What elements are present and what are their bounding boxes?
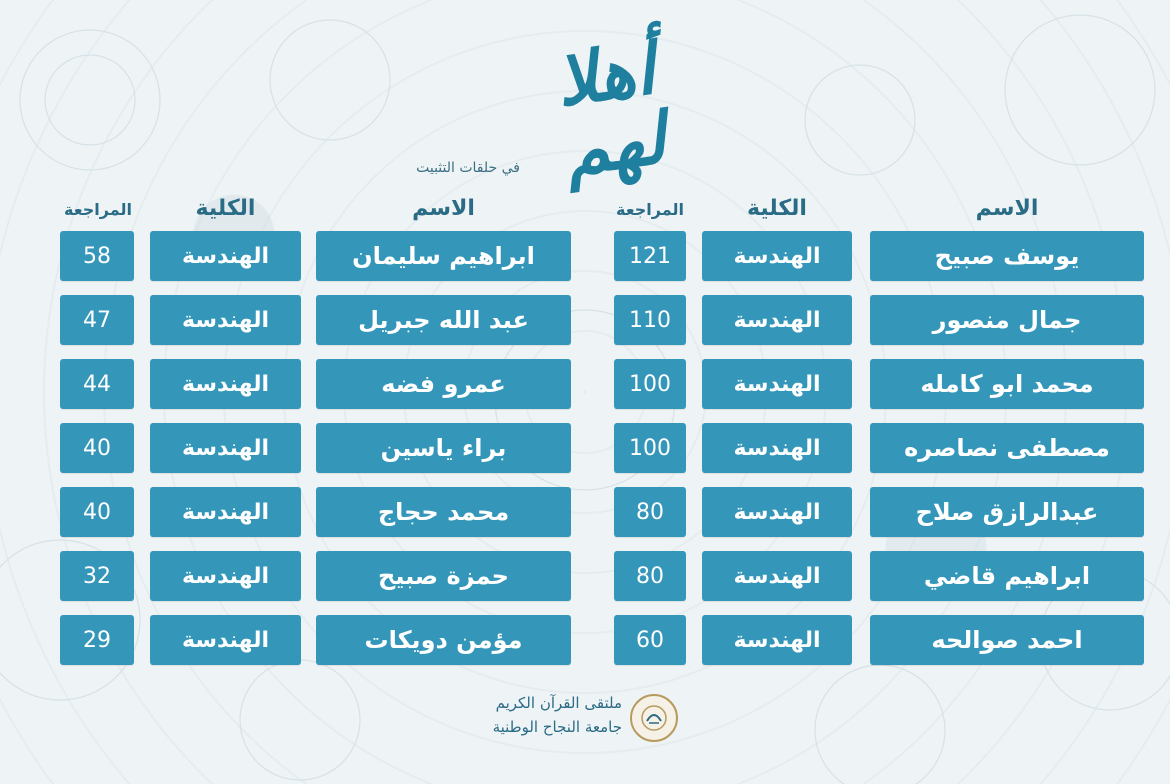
right-row-4-name: مصطفى نصاصره: [870, 423, 1144, 473]
right-row-3-review: 100: [614, 359, 686, 409]
right-header-name: الاسم: [975, 196, 1039, 221]
right-row-2-name: جمال منصور: [870, 295, 1144, 345]
left-header-review: المراجعة: [64, 200, 132, 219]
right-row-4-review: 100: [614, 423, 686, 473]
left-row-5-name: محمد حجاج: [316, 487, 571, 537]
footer-university: جامعة النجاح الوطنية: [492, 718, 622, 736]
left-row-7-name: مؤمن دويكات: [316, 615, 571, 665]
right-row-1-review: 121: [614, 231, 686, 281]
left-row-6-review: 32: [60, 551, 134, 601]
right-row-5-review: 80: [614, 487, 686, 537]
left-header-college: الكلية: [195, 196, 256, 221]
right-row-5-name: عبدالرازق صلاح: [870, 487, 1144, 537]
left-row-3-name: عمرو فضه: [316, 359, 571, 409]
left-row-6-name: حمزة صبيح: [316, 551, 571, 601]
right-row-2-review: 110: [614, 295, 686, 345]
title-block: [416, 20, 700, 193]
left-row-4-name: براء ياسين: [316, 423, 571, 473]
left-row-1-review: 58: [60, 231, 134, 281]
right-row-1-name: يوسف صبيح: [870, 231, 1144, 281]
right-row-5-college: الهندسة: [702, 487, 852, 537]
footer-organization: ملتقى القرآن الكريم: [495, 694, 622, 712]
right-row-4-college: الهندسة: [702, 423, 852, 473]
right-row-7-name: احمد صوالحه: [870, 615, 1144, 665]
left-header-name: الاسم: [412, 196, 475, 221]
left-row-1-college: الهندسة: [150, 231, 301, 281]
right-row-6-name: ابراهيم قاضي: [870, 551, 1144, 601]
left-row-1-name: ابراهيم سليمان: [316, 231, 571, 281]
left-row-2-college: الهندسة: [150, 295, 301, 345]
footer: [450, 688, 710, 748]
left-row-5-college: الهندسة: [150, 487, 301, 537]
left-row-3-review: 44: [60, 359, 134, 409]
right-header-review: المراجعة: [616, 200, 684, 219]
left-row-4-college: الهندسة: [150, 423, 301, 473]
logo-emblem-icon: [639, 703, 669, 733]
right-header-college: الكلية: [747, 196, 807, 221]
left-row-6-college: الهندسة: [150, 551, 301, 601]
left-row-7-college: الهندسة: [150, 615, 301, 665]
right-row-3-name: محمد ابو كامله: [870, 359, 1144, 409]
page-subtitle: في حلقات التثبيت: [416, 160, 520, 176]
right-row-7-college: الهندسة: [702, 615, 852, 665]
page-title: أهلا لهم: [550, 26, 671, 193]
right-row-6-review: 80: [614, 551, 686, 601]
right-row-7-review: 60: [614, 615, 686, 665]
left-row-7-review: 29: [60, 615, 134, 665]
right-row-2-college: الهندسة: [702, 295, 852, 345]
left-row-2-name: عبد الله جبريل: [316, 295, 571, 345]
right-row-6-college: الهندسة: [702, 551, 852, 601]
left-row-5-review: 40: [60, 487, 134, 537]
right-row-1-college: الهندسة: [702, 231, 852, 281]
left-row-4-review: 40: [60, 423, 134, 473]
organization-logo: [630, 694, 678, 742]
left-row-3-college: الهندسة: [150, 359, 301, 409]
right-row-3-college: الهندسة: [702, 359, 852, 409]
left-row-2-review: 47: [60, 295, 134, 345]
